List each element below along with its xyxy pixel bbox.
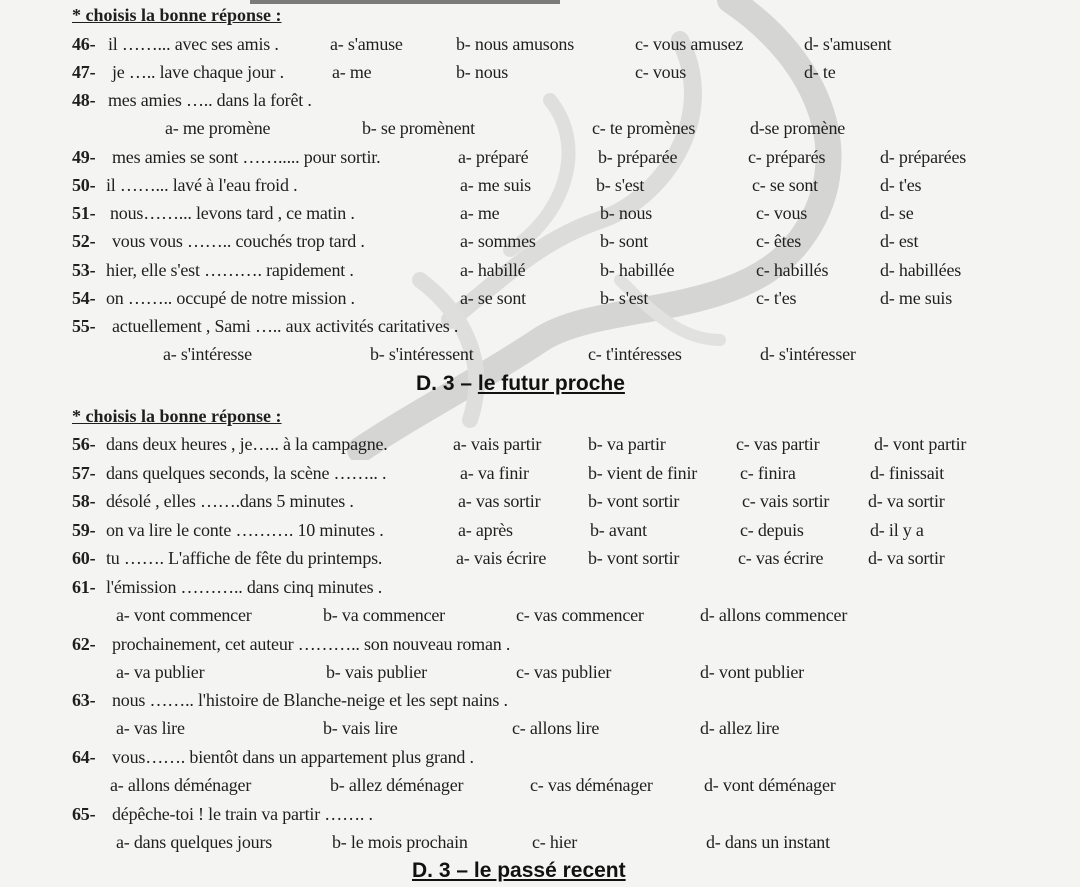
option-b[interactable]: b- va partir (588, 434, 666, 454)
question-text: dépêche-toi ! le train va partir ……. . (112, 804, 373, 824)
question-row (0, 199, 1080, 227)
option-c[interactable]: c- vas publier (516, 662, 612, 682)
option-a[interactable]: a- préparé (458, 147, 529, 167)
option-a[interactable]: a- vas lire (116, 718, 185, 738)
options-row (0, 114, 1080, 142)
option-d[interactable]: d- préparées (880, 147, 967, 167)
option-b[interactable]: b- nous amusons (456, 34, 574, 54)
option-c[interactable]: c- habillés (756, 260, 829, 280)
option-b[interactable]: b- s'est (596, 175, 645, 195)
option-a[interactable]: a- me (332, 62, 372, 82)
option-c[interactable]: c- préparés (748, 147, 826, 167)
section-title-futur-proche (416, 370, 625, 398)
question-text: dans deux heures , je….. à la campagne. (106, 434, 388, 454)
question-row (0, 743, 1080, 771)
option-c[interactable]: c- se sont (752, 175, 818, 195)
option-a[interactable]: a- habillé (460, 260, 526, 280)
option-a[interactable]: a- s'intéresse (163, 344, 252, 364)
option-d[interactable]: d- est (880, 231, 919, 251)
section-title-text: le futur proche (477, 372, 625, 395)
question-number: 58- (72, 491, 96, 511)
question-row (0, 686, 1080, 714)
option-a[interactable]: a- allons déménager (110, 775, 252, 795)
question-row (0, 143, 1080, 171)
option-d[interactable]: d- allez lire (700, 718, 780, 738)
option-b[interactable]: b- s'est (600, 288, 649, 308)
question-text: on …….. occupé de notre mission . (106, 288, 355, 308)
options-row (0, 771, 1080, 799)
option-c[interactable]: c- vas partir (736, 434, 820, 454)
option-b[interactable]: b- vais publier (326, 662, 427, 682)
option-d[interactable]: d- il y a (870, 520, 924, 540)
question-row (0, 544, 1080, 572)
question-row (0, 516, 1080, 544)
question-number: 62- (72, 634, 96, 654)
question-row (0, 171, 1080, 199)
question-number: 56- (72, 434, 96, 454)
section-title-passe-recent (412, 857, 626, 885)
option-c[interactable]: c- allons lire (512, 718, 600, 738)
question-row (0, 459, 1080, 487)
option-d[interactable]: d- s'intéresser (760, 344, 856, 364)
question-row (0, 227, 1080, 255)
options-row (0, 340, 1080, 368)
question-number: 46- (72, 34, 96, 54)
option-d[interactable]: d- va sortir (868, 548, 945, 568)
option-d[interactable]: d- finissait (870, 463, 945, 483)
option-d[interactable]: d- habillées (880, 260, 962, 280)
option-a[interactable]: a- me promène (165, 118, 271, 138)
option-a[interactable]: a- vont commencer (116, 605, 252, 625)
option-c[interactable]: c- hier (532, 832, 578, 852)
option-c[interactable]: c- vous (756, 203, 808, 223)
question-text: il ……... avec ses amis . (108, 34, 279, 54)
option-d[interactable]: d- te (804, 62, 836, 82)
question-number: 55- (72, 316, 96, 336)
question-row (0, 630, 1080, 658)
option-a[interactable]: a- sommes (460, 231, 536, 251)
option-a[interactable]: a- va finir (460, 463, 529, 483)
option-b[interactable]: b- vient de finir (588, 463, 698, 483)
option-d[interactable]: d- t'es (880, 175, 922, 195)
option-a[interactable]: a- va publier (116, 662, 205, 682)
option-d[interactable]: d- vont partir (874, 434, 967, 454)
question-text: hier, elle s'est ………. rapidement . (106, 260, 354, 280)
options-row (0, 601, 1080, 629)
question-text: désolé , elles …….dans 5 minutes . (106, 491, 354, 511)
option-a[interactable]: a- vais partir (453, 434, 542, 454)
option-b[interactable]: b- s'intéressent (370, 344, 474, 364)
option-b[interactable]: b- nous (456, 62, 509, 82)
instruction-heading: * choisis la bonne réponse : (72, 406, 282, 426)
question-number: 61- (72, 577, 96, 597)
question-text: vous……. bientôt dans un appartement plus grand . (112, 747, 474, 767)
question-row (0, 58, 1080, 86)
question-row (0, 284, 1080, 312)
option-d[interactable]: d- s'amusent (804, 34, 892, 54)
question-row (0, 430, 1080, 458)
option-d[interactable]: d- dans un instant (706, 832, 830, 852)
question-number: 54- (72, 288, 96, 308)
option-a[interactable]: a- après (458, 520, 513, 540)
option-b[interactable]: b- préparée (598, 147, 678, 167)
option-b[interactable]: b- le mois prochain (332, 832, 468, 852)
option-d[interactable]: d- va sortir (868, 491, 945, 511)
question-number: 51- (72, 203, 96, 223)
option-b[interactable]: b- se promènent (362, 118, 475, 138)
option-a[interactable]: a- vas sortir (458, 491, 541, 511)
option-d[interactable]: d- vont déménager (704, 775, 836, 795)
question-row (0, 256, 1080, 284)
option-c[interactable]: c- vais sortir (742, 491, 830, 511)
question-text: je ….. lave chaque jour . (112, 62, 284, 82)
option-b[interactable]: b- vont sortir (588, 491, 680, 511)
question-row (0, 573, 1080, 601)
option-a[interactable]: a- se sont (460, 288, 526, 308)
question-number: 57- (72, 463, 96, 483)
option-a[interactable]: a- dans quelques jours (116, 832, 273, 852)
question-text: prochainement, cet auteur ……….. son nouveau roman . (112, 634, 511, 654)
option-c[interactable]: c- t'intéresses (588, 344, 682, 364)
option-b[interactable]: b- vont sortir (588, 548, 680, 568)
question-row (0, 86, 1080, 114)
option-a[interactable]: a- me suis (460, 175, 531, 195)
question-text: dans quelques seconds, la scène …….. . (106, 463, 387, 483)
option-b[interactable]: b- vais lire (323, 718, 398, 738)
options-row (0, 658, 1080, 686)
question-number: 50- (72, 175, 96, 195)
question-number: 65- (72, 804, 96, 824)
option-b[interactable]: b- allez déménager (330, 775, 464, 795)
question-number: 53- (72, 260, 96, 280)
options-row (0, 828, 1080, 856)
question-text: l'émission ……….. dans cinq minutes . (106, 577, 383, 597)
question-number: 49- (72, 147, 96, 167)
question-number: 47- (72, 62, 96, 82)
question-number: 64- (72, 747, 96, 767)
question-text: il ……... lavé à l'eau froid . (106, 175, 298, 195)
option-d[interactable]: d- allons commencer (700, 605, 848, 625)
question-text: on va lire le conte ………. 10 minutes . (106, 520, 384, 540)
top-edge-shadow (250, 0, 560, 4)
option-d[interactable]: d- vont publier (700, 662, 804, 682)
question-text: tu ……. L'affiche de fête du printemps. (106, 548, 383, 568)
option-d[interactable]: d- se (880, 203, 914, 223)
option-a[interactable]: a- s'amuse (330, 34, 403, 54)
question-number: 63- (72, 690, 96, 710)
option-c[interactable]: c- finira (740, 463, 796, 483)
option-c[interactable]: c- vas commencer (516, 605, 644, 625)
question-text: vous vous …….. couchés trop tard . (112, 231, 365, 251)
question-text: mes amies se sont ……..... pour sortir. (112, 147, 381, 167)
section-prefix: D. 3 – (416, 372, 478, 395)
question-number: 48- (72, 90, 96, 110)
instruction-heading: * choisis la bonne réponse : (72, 5, 282, 25)
section-title-text: D. 3 – le passé recent (412, 859, 626, 882)
option-c[interactable]: c- vous amusez (635, 34, 744, 54)
question-text: nous …….. l'histoire de Blanche-neige et les sept nains . (112, 690, 508, 710)
option-c[interactable]: c- vous (635, 62, 687, 82)
question-text: actuellement , Sami ….. aux activités caritatives . (112, 316, 459, 336)
question-text: mes amies ….. dans la forêt . (108, 90, 312, 110)
question-row (0, 312, 1080, 340)
question-row (0, 30, 1080, 58)
question-number: 52- (72, 231, 96, 251)
option-b[interactable]: b- va commencer (323, 605, 445, 625)
option-c[interactable]: c- t'es (756, 288, 797, 308)
option-c[interactable]: c- vas écrire (738, 548, 824, 568)
option-d[interactable]: d-se promène (750, 118, 846, 138)
question-number: 59- (72, 520, 96, 540)
option-c[interactable]: c- êtes (756, 231, 802, 251)
question-row (0, 487, 1080, 515)
options-row (0, 714, 1080, 742)
option-c[interactable]: c- te promènes (592, 118, 696, 138)
option-b[interactable]: b- nous (600, 203, 653, 223)
question-number: 60- (72, 548, 96, 568)
option-b[interactable]: b- avant (590, 520, 647, 540)
option-c[interactable]: c- depuis (740, 520, 804, 540)
option-c[interactable]: c- vas déménager (530, 775, 653, 795)
option-a[interactable]: a- me (460, 203, 500, 223)
question-row (0, 800, 1080, 828)
option-b[interactable]: b- habillée (600, 260, 675, 280)
option-b[interactable]: b- sont (600, 231, 649, 251)
option-a[interactable]: a- vais écrire (456, 548, 547, 568)
question-text: nous……... levons tard , ce matin . (110, 203, 355, 223)
option-d[interactable]: d- me suis (880, 288, 952, 308)
